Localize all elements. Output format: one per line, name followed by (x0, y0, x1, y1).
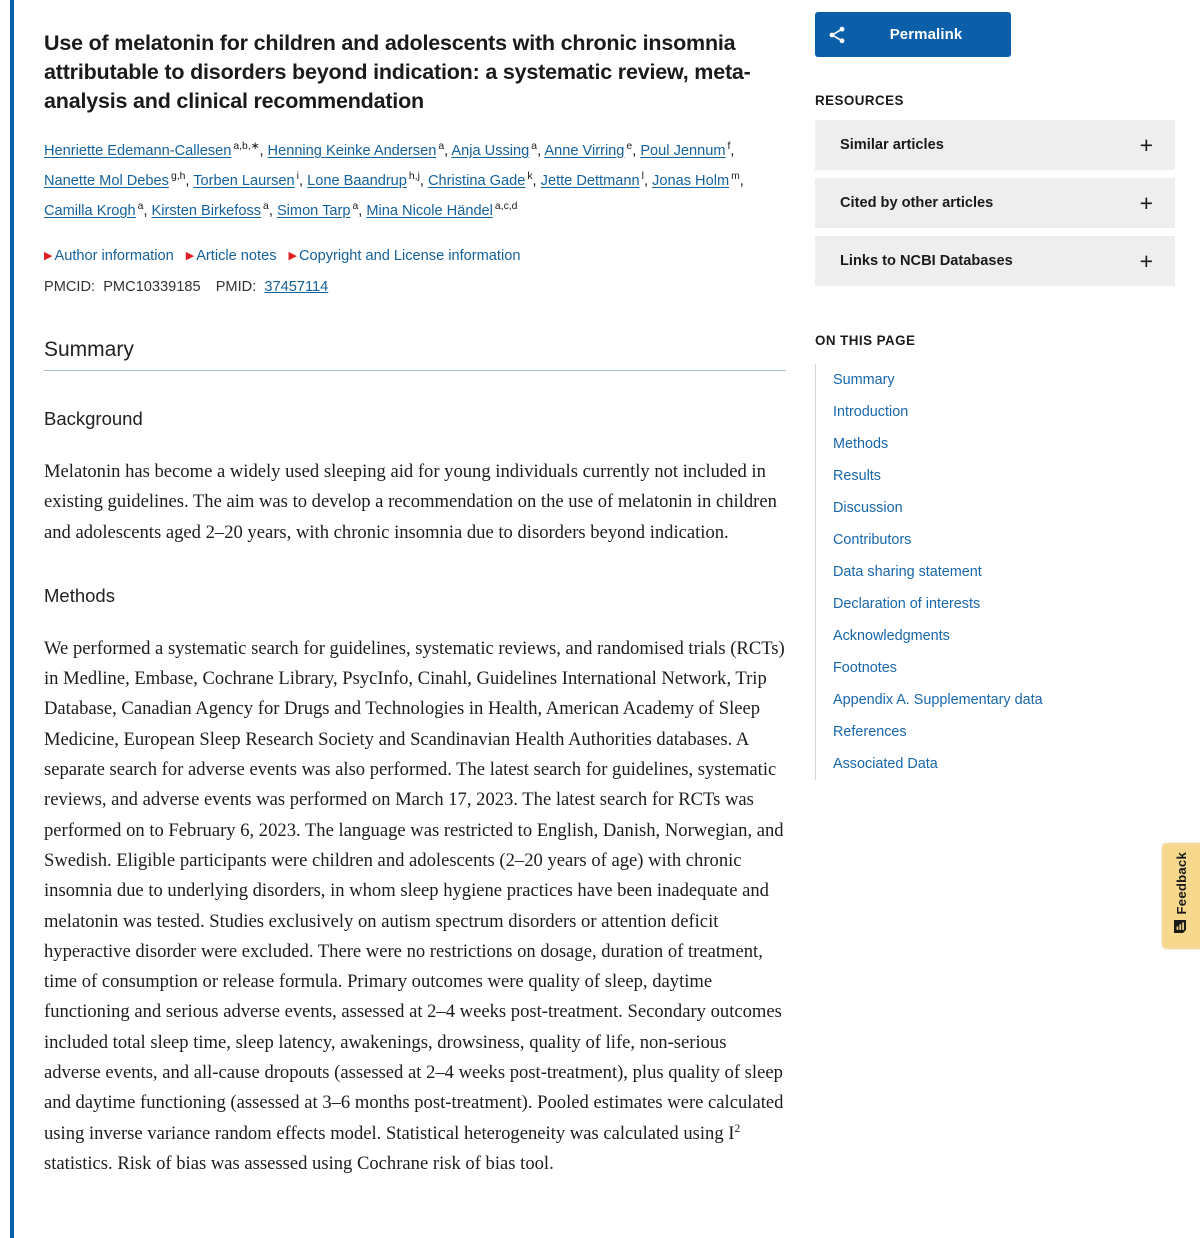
triangle-right-icon: ▶ (44, 250, 53, 262)
resource-accordion-item[interactable] (815, 178, 1175, 228)
feedback-tab[interactable] (1162, 843, 1200, 949)
author-separator: , (419, 173, 428, 189)
plus-icon[interactable]: + (1139, 247, 1153, 274)
toc-link[interactable]: Summary (833, 372, 895, 388)
toc-link[interactable]: Methods (833, 436, 889, 452)
toc-link[interactable]: Introduction (833, 404, 909, 420)
meta-link-item[interactable] (44, 246, 174, 267)
toc-link[interactable]: Data sharing statement (833, 564, 982, 580)
toc-link[interactable]: Contributors (833, 532, 912, 548)
right-sidebar (815, 0, 1185, 780)
author-affiliation-marker: a,c,d (494, 201, 518, 213)
resource-accordion-item[interactable] (815, 120, 1175, 170)
author-affiliation-marker: l (641, 171, 644, 183)
methods-text-part2: statistics. Risk of bias was assessed using Cochrane risk of bias tool. (44, 1152, 554, 1174)
toc-link[interactable]: Discussion (833, 500, 903, 516)
author-link[interactable]: Jonas Holm (652, 173, 730, 189)
toc-link[interactable]: Appendix A. Supplementary data (833, 692, 1043, 708)
share-icon (815, 25, 859, 45)
resources-accordion (815, 120, 1175, 286)
pmcid-label: PMCID: (44, 279, 96, 295)
feedback-label: Feedback (1173, 851, 1189, 915)
author-link[interactable]: Lone Baandrup (307, 173, 407, 189)
permalink-button[interactable] (815, 12, 1011, 57)
toc-link[interactable]: Acknowledgments (833, 628, 950, 644)
plus-icon[interactable]: + (1139, 131, 1153, 158)
triangle-right-icon: ▶ (288, 250, 297, 262)
toc-link[interactable]: Footnotes (833, 660, 897, 676)
author-affiliation-marker: h,j (408, 171, 420, 183)
page-title: Use of melatonin for children and adolescents with chronic insomnia attributable to disorders beyond indication: a systematic review, meta-analysis and clinical recommendation (44, 31, 751, 113)
author-affiliation-marker: a (352, 201, 359, 213)
author-separator: , (537, 143, 545, 159)
author-separator: , (185, 173, 194, 189)
author-separator: , (268, 203, 277, 219)
author-link[interactable]: Kirsten Birkefoss (151, 203, 262, 219)
author-affiliation-marker: a (438, 141, 445, 153)
author-affiliation-marker: i (296, 171, 299, 183)
author-separator: , (358, 203, 367, 219)
methods-superscript: 2 (734, 1122, 741, 1135)
subsection-heading-methods: Methods (44, 584, 115, 606)
author-affiliation-marker: e (626, 141, 633, 153)
author-link[interactable]: Camilla Krogh (44, 203, 136, 219)
resource-accordion-item[interactable] (815, 236, 1175, 286)
meta-link-item[interactable] (186, 246, 277, 267)
author-separator: , (298, 173, 308, 189)
toc-link[interactable]: Associated Data (833, 756, 938, 772)
author-separator: , (643, 173, 653, 189)
author-separator: , (532, 173, 541, 189)
pmid-label: PMID: (215, 279, 257, 295)
section-heading-summary: Summary (44, 337, 786, 371)
author-separator: , (632, 143, 641, 159)
toc-link[interactable]: Results (833, 468, 881, 484)
author-link[interactable]: Anne Virring (544, 143, 625, 159)
meta-link-item[interactable] (289, 246, 521, 267)
author-affiliation-marker: g,h (170, 171, 186, 183)
author-separator: , (730, 143, 735, 159)
resource-accordion-label: Links to NCBI Databases (840, 253, 1013, 269)
author-link[interactable]: Henriette Edemann-Callesen (44, 143, 232, 159)
author-link[interactable]: Mina Nicole Händel (366, 203, 493, 219)
author-link[interactable]: Torben Laursen (193, 173, 295, 189)
triangle-right-icon: ▶ (185, 250, 195, 262)
author-affiliation-marker: a,b,∗ (233, 141, 260, 153)
toc-link[interactable]: References (833, 724, 907, 740)
author-link[interactable]: Anja Ussing (451, 143, 530, 159)
author-link[interactable]: Christina Gade (428, 173, 526, 189)
meta-link-label[interactable]: Copyright and License information (298, 248, 521, 264)
author-link[interactable]: Simon Tarp (276, 203, 351, 219)
author-affiliation-marker: k (527, 171, 533, 183)
author-affiliation-marker: a (137, 201, 144, 213)
meta-link-label[interactable]: Article notes (196, 248, 277, 264)
article-identifiers (44, 277, 786, 297)
permalink-label: Permalink (889, 26, 963, 43)
page-left-accent-rule (10, 0, 14, 1238)
author-separator: , (739, 173, 744, 189)
pmid-link[interactable]: 37457114 (264, 279, 329, 295)
author-link[interactable]: Poul Jennum (640, 143, 726, 159)
author-affiliation-marker: a (263, 201, 269, 213)
pmcid-value: PMC10339185 (103, 279, 201, 295)
background-paragraph: Melatonin has become a widely used sleeping aid for young individuals currently not included in existing guidelines. The aim was to develop a recommendation on the use of melatonin in children and adolescents aged 2–20 years, with chronic insomnia due to disorders beyond indication. (44, 461, 777, 543)
toc-link[interactable]: Declaration of interests (833, 596, 981, 612)
plus-icon[interactable]: + (1139, 189, 1153, 216)
article-main-column (44, 0, 786, 1198)
resource-accordion-label: Similar articles (840, 137, 944, 153)
methods-paragraph (44, 634, 786, 1179)
resource-accordion-label: Cited by other articles (840, 195, 994, 211)
author-link[interactable]: Jette Dettmann (540, 173, 640, 189)
meta-link-label[interactable]: Author information (54, 248, 174, 264)
author-affiliation-marker: a (531, 141, 538, 153)
author-link[interactable]: Henning Keinke Andersen (267, 143, 437, 159)
methods-text-part1: We performed a systematic search for guidelines, systematic reviews, and randomised trials (RCTs) in Medline, Embase, Cochrane Library, PsycInfo, Cinahl, Guidelines International Network, Trip Database, Canadian Agency for Drugs and Technologies in Health, American Academy of Sleep Medicine, European Sleep Research Society and Scandinavian Health Authorities databases. A separate search for adverse events was also performed. The latest search for guidelines, systematic reviews, and adverse events was performed on March 17, 2023. The latest search for RCTs was performed on to February 6, 2023. The language was restricted to English, Danish, Norwegian, and Swedish. Eligible participants were children and adolescents (2–20 years of age) with chronic insomnia due to underlying disorders, in whom sleep hygiene practices have been inadequate and melatonin was tested. Studies exclusively on autism spectrum disorders or attention deficit hyperactive disorder were excluded. There were no restrictions on dosage, duration of treatment, time of consumption or release formula. Primary outcomes were quality of sleep, daytime functioning and serious adverse events, assessed at 2–4 weeks post-treatment. Secondary outcomes included total sleep time, sleep latency, awakenings, drowsiness, quality of life, non-serious adverse events, and all-cause dropouts (assessed at 2–4 weeks post-treatment), plus quality of sleep and daytime functioning (assessed at 3–6 months post-treatment). Pooled estimates were calculated using inverse variance random effects model. Statistical heterogeneity was calculated using I (44, 637, 785, 1144)
author-affiliation-marker: f (727, 141, 731, 153)
author-list (44, 136, 774, 226)
resources-heading: RESOURCES (815, 93, 904, 108)
author-link[interactable]: Nanette Mol Debes (44, 173, 169, 189)
author-affiliation-marker: m (731, 171, 740, 183)
article-meta-links (44, 246, 786, 267)
author-separator: , (444, 143, 452, 159)
bar-chart-icon (1173, 919, 1190, 940)
on-this-page-nav (815, 364, 1185, 780)
author-separator: , (259, 143, 268, 159)
author-separator: , (143, 203, 152, 219)
on-this-page-heading: ON THIS PAGE (815, 333, 916, 348)
subsection-heading-background: Background (44, 408, 143, 429)
